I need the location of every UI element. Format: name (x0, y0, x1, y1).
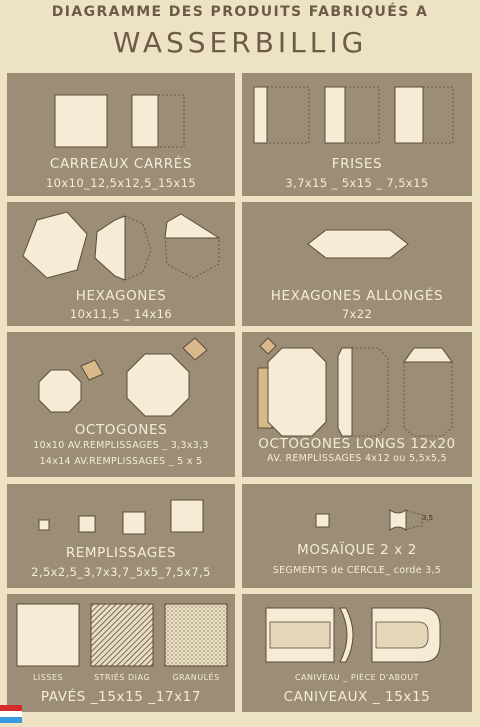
remplissages-sizes: 2,5x2,5_3,7x3,7_5x5_7,5x7,5 (31, 565, 211, 579)
filler-3-7 (79, 516, 95, 532)
caniveaux-sublabel: CANIVEAU _ PIÈCE D'ABOUT (295, 673, 419, 682)
elongated-hexagon (308, 230, 408, 258)
long-octagon-half (338, 348, 352, 436)
hexagones-sizes: 10x11,5 _ 14x16 (69, 307, 173, 321)
hexagon-half (95, 216, 125, 280)
filler-7-5 (171, 500, 203, 532)
octogones-line1: 10x10 AV.REMPLISSAGES _ 3,3x3,3 (33, 440, 209, 451)
piece-about-groove (376, 622, 428, 648)
hexagon-top-outline (165, 238, 219, 278)
panel-remplissages (7, 484, 235, 588)
octogones-title: OCTOGONES (74, 422, 168, 438)
frises-sizes: 3,7x15 _ 5x15 _ 7,5x15 (285, 176, 429, 190)
hexagon-large (23, 212, 87, 278)
pave-lisse (17, 604, 79, 666)
frise-7-5-outline (423, 87, 453, 143)
pave-strie-diagonal (91, 604, 153, 666)
circle-segment (390, 510, 406, 530)
long-octagon-full (268, 348, 326, 436)
carreaux-title: CARREAUX CARRÉS (49, 156, 193, 172)
long-octagon-filler-top (260, 338, 276, 354)
panel-mosaique (242, 484, 472, 588)
caniveau-groove (270, 622, 330, 648)
panel-hexagones-allonges (242, 202, 472, 326)
frises-title: FRISES (331, 156, 383, 172)
octagon-small (39, 370, 81, 412)
panel-octogones (7, 332, 235, 477)
panel-carreaux-carres (7, 73, 235, 196)
octogones-longs-title: OCTOGONES LONGS 12x20 (258, 436, 456, 452)
frise-5-outline (345, 87, 379, 143)
carreaux-sizes: 10x10_12,5x12,5_15x15 (45, 176, 197, 190)
frise-5 (325, 87, 345, 143)
header-title: WASSERBILLIG (112, 26, 368, 59)
pave-label-lisses: LISSES (32, 673, 64, 682)
panel-paves (7, 594, 235, 712)
hexagon-top-piece (165, 214, 219, 238)
circle-segment-outline (406, 510, 422, 530)
hexagon-half-outline (125, 216, 151, 280)
segment-mark: 3,5 (422, 514, 434, 522)
square-tile-outline (158, 95, 184, 147)
pave-granule (165, 604, 227, 666)
caniveau-profile (340, 608, 353, 662)
octogones-longs-line2: AV. REMPLISSAGES 4x12 ou 5,5x5,5 (267, 453, 447, 464)
frise-3-7 (254, 87, 267, 143)
mosaique-line2: SEGMENTS de CERCLE_ corde 3,5 (272, 565, 442, 576)
pave-label-stries: STRIÉS DIAG (93, 673, 151, 682)
octagon-large-filler (183, 338, 207, 360)
flag-icon (0, 705, 22, 723)
octagon-large (127, 354, 189, 416)
panel-octogones-longs (242, 332, 472, 477)
frise-3-7-outline (267, 87, 309, 143)
panel-hexagones (7, 202, 235, 326)
frise-7-5 (395, 87, 423, 143)
header-line1: DIAGRAMME DES PRODUITS FABRIQUÉS A (51, 4, 429, 20)
remplissages-title: REMPLISSAGES (65, 545, 177, 561)
octagon-small-filler (81, 360, 103, 380)
filler-2-5 (39, 520, 49, 530)
octogones-line2: 14x14 AV.REMPLISSAGES _ 5 x 5 (39, 456, 203, 467)
square-tile-15 (55, 95, 107, 147)
hexagones-allonges-title: HEXAGONES ALLONGÉS (270, 288, 444, 304)
mosaique-title: MOSAÏQUE 2 x 2 (297, 542, 417, 558)
paves-title: PAVÉS _15x15 _17x17 (40, 689, 202, 705)
pave-label-granules: GRANULÉS (172, 673, 220, 682)
long-octagon-half-outline (352, 348, 388, 436)
hexagones-allonges-sizes: 7x22 (341, 307, 373, 321)
filler-5 (123, 512, 145, 534)
long-octagon-top-outline (404, 362, 452, 436)
panel-caniveaux (242, 594, 472, 712)
caniveaux-title: CANIVEAUX _ 15x15 (283, 689, 431, 705)
hexagones-title: HEXAGONES (75, 288, 167, 304)
mosaic-square (316, 514, 329, 527)
panel-frises (242, 73, 472, 196)
square-tile-12 (132, 95, 158, 147)
long-octagon-top (404, 348, 452, 362)
